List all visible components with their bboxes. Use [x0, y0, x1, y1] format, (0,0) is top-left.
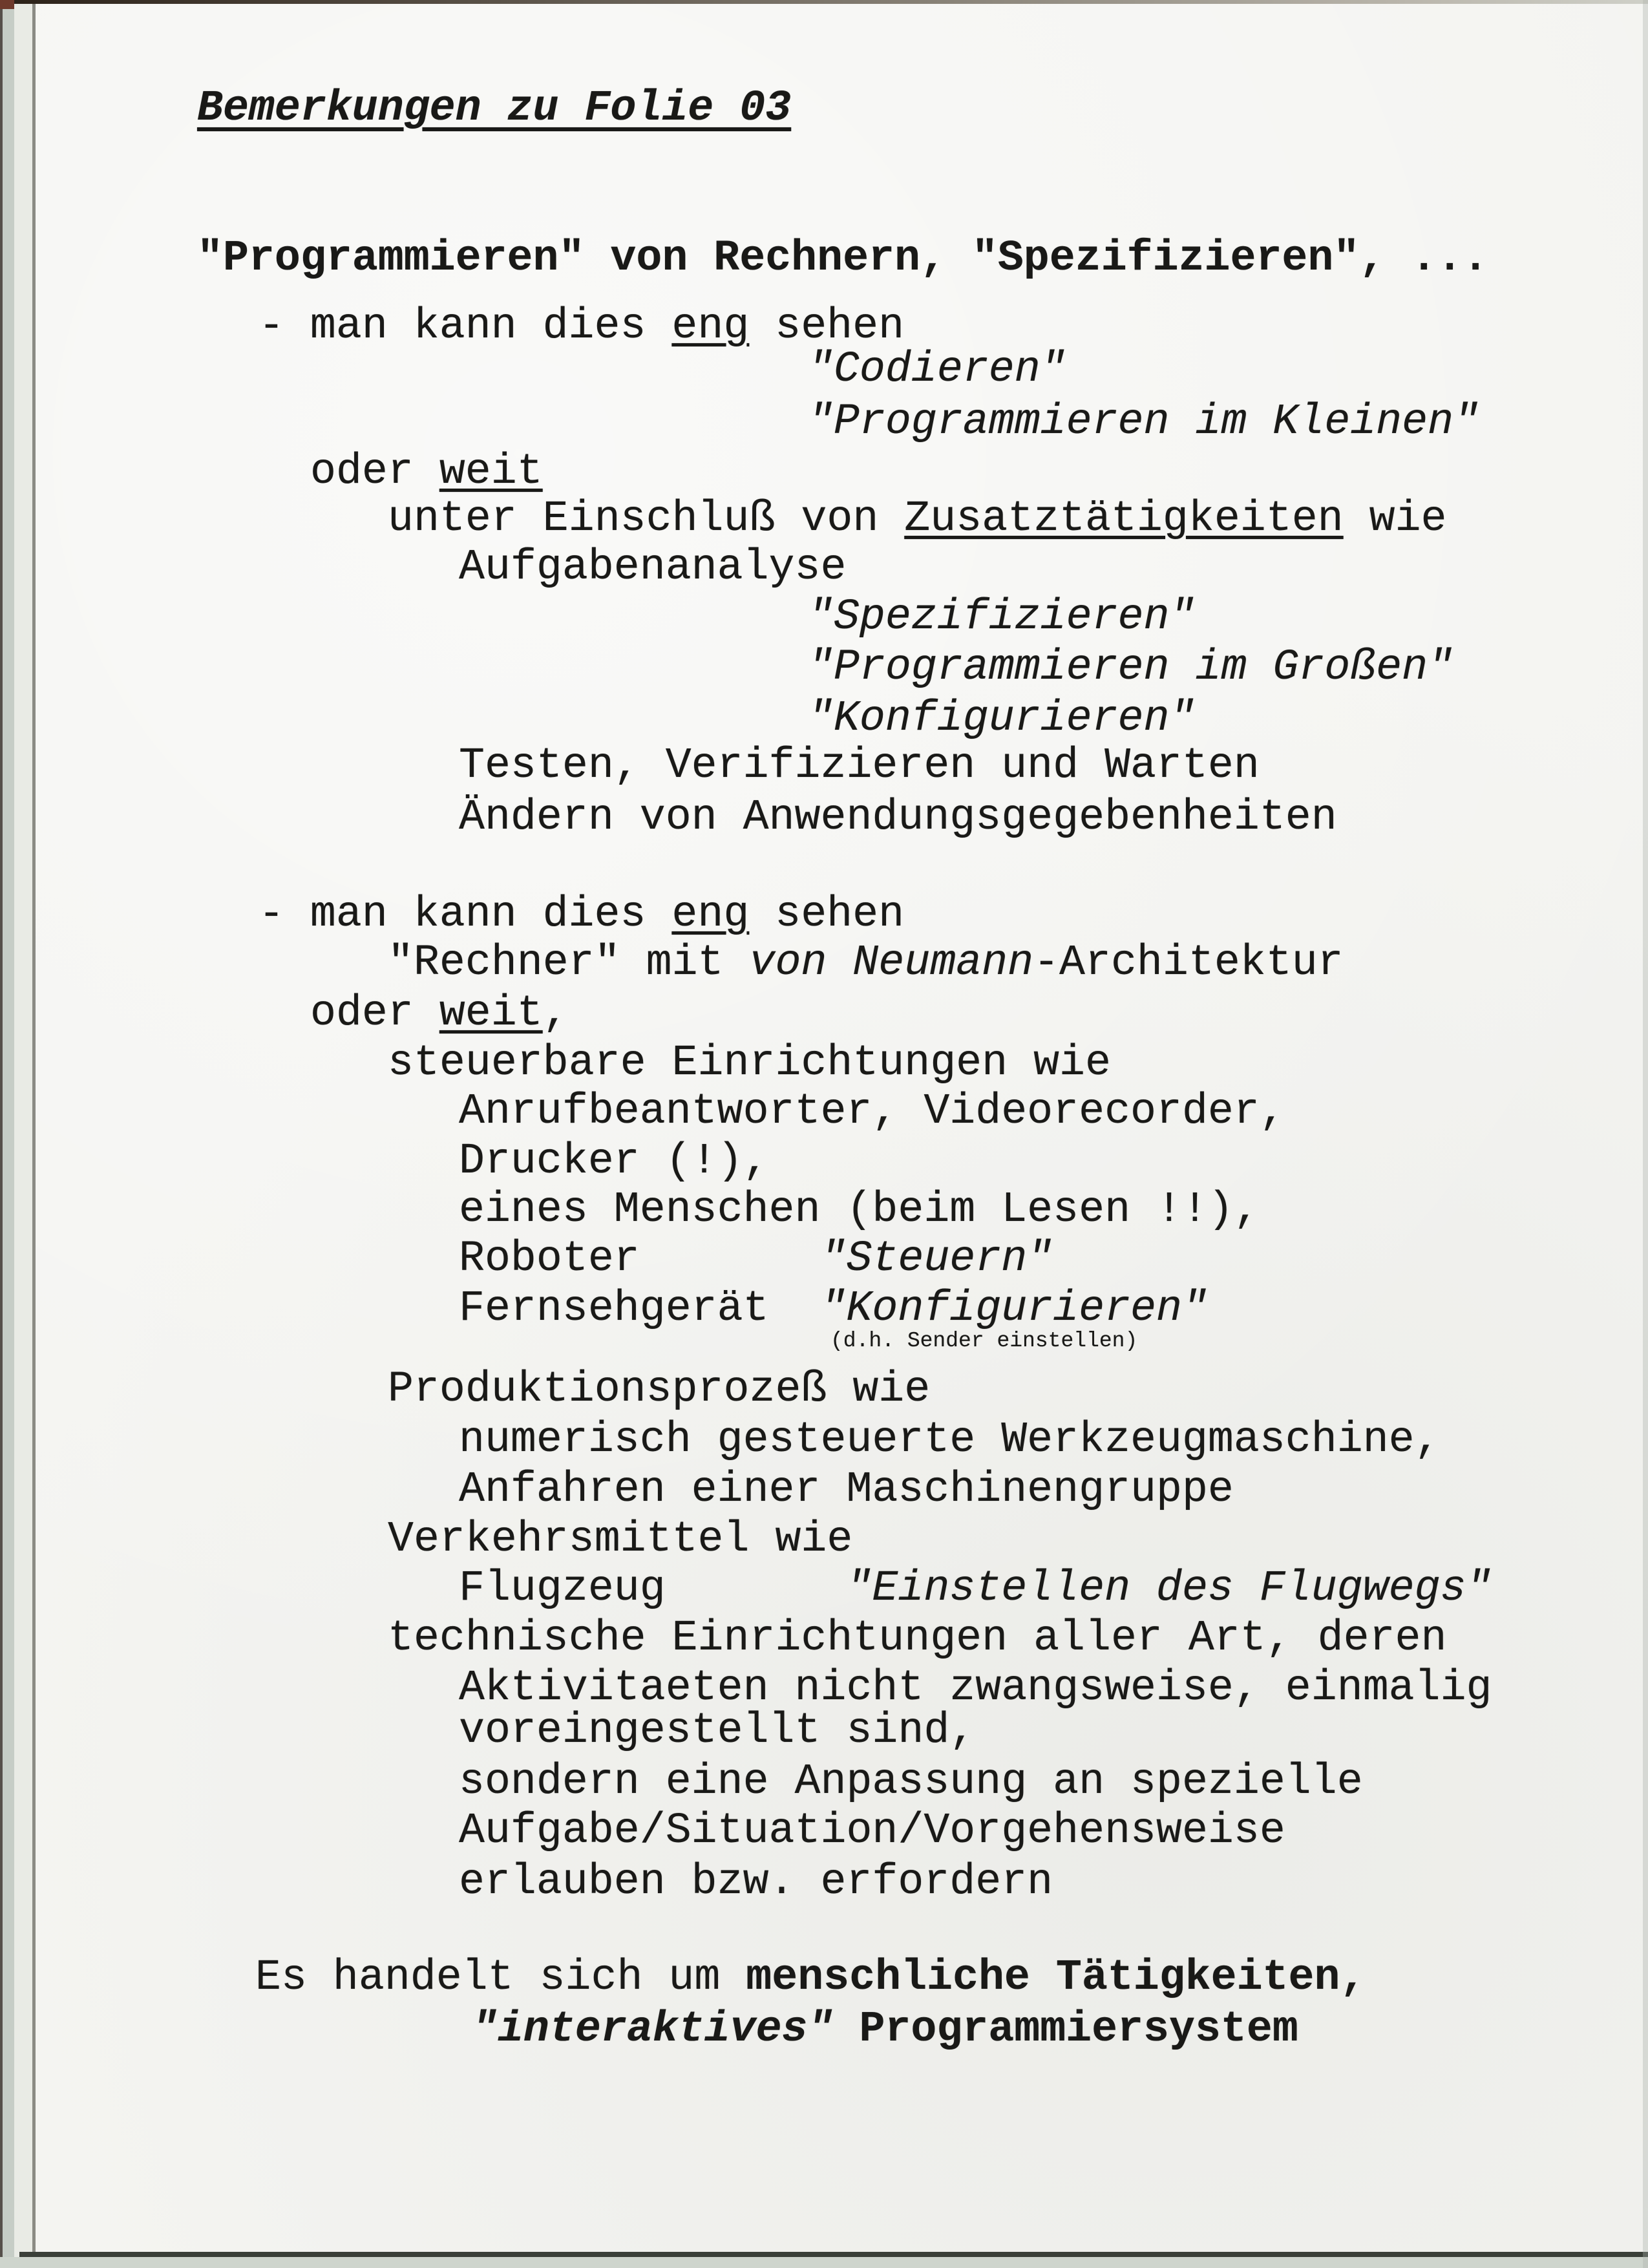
oder-weit-1-seg: oder — [310, 447, 439, 496]
oder-weit-2-seg: oder — [310, 989, 439, 1037]
quote-programmieren-im-kleinen-seg: "Programmieren im Kleinen" — [808, 397, 1480, 446]
oder-weit-1 — [310, 447, 543, 496]
quote-konfigurieren-1 — [808, 694, 1196, 743]
flugzeug-line — [459, 1564, 1492, 1613]
menschen-line — [459, 1185, 1260, 1234]
bullet-eng-2 — [259, 890, 905, 938]
produktionsprozess-line-seg: Produktionsprozeß wie — [388, 1365, 931, 1414]
scanner-edge-left-line — [0, 0, 3, 2268]
verkehrsmittel-line-seg: Verkehrsmittel wie — [388, 1515, 853, 1563]
paper-left-shadow — [32, 0, 36, 2257]
conclusion-line — [255, 1953, 1366, 2002]
quote-spezifizieren — [808, 593, 1196, 641]
oder-weit-2-seg: , — [542, 989, 569, 1037]
interaktives-line-seg: Programmiersystem — [859, 2005, 1298, 2053]
roboter-line — [459, 1235, 1053, 1283]
sender-einstellen-note — [830, 1330, 1137, 1351]
interaktives-line — [472, 2005, 1298, 2053]
oder-weit-2-seg: weit — [439, 989, 543, 1037]
testen-line — [459, 741, 1260, 790]
heading — [197, 234, 1489, 282]
heading-seg: "Programmieren" von Rechnern, "Spezifizieren", ... — [197, 234, 1489, 282]
produktionsprozess-line — [388, 1365, 931, 1414]
aendern-line — [459, 793, 1337, 842]
bullet-eng-1 — [259, 302, 905, 350]
erlauben-line-seg: erlauben bzw. erfordern — [459, 1858, 1053, 1906]
interaktives-line-seg — [833, 2005, 859, 2053]
anrufbeantworter-line-seg: Anrufbeantworter, Videorecorder, — [459, 1087, 1285, 1136]
quote-codieren-seg: "Codieren" — [808, 345, 1066, 394]
bullet-eng-1-seg: - man kann dies — [259, 302, 672, 350]
oder-weit-1-seg: weit — [439, 447, 543, 496]
sondern-line-seg: sondern eine Anpassung an spezielle — [459, 1757, 1363, 1806]
quote-codieren — [808, 345, 1066, 394]
scanner-edge-left-sliver — [14, 0, 32, 2268]
scanner-edge-left-band — [3, 0, 14, 2268]
zusatztaetigkeiten-line — [388, 494, 1447, 543]
voreingestellt-line-seg: voreingestellt sind, — [459, 1706, 976, 1755]
roboter-line-seg: Roboter — [459, 1235, 821, 1283]
aktivitaeten-line — [459, 1664, 1492, 1712]
technische-line-seg: technische Einrichtungen aller Art, deren — [388, 1614, 1447, 1662]
aufgabenanalyse-line — [459, 543, 847, 591]
testen-line-seg: Testen, Verifizieren und Warten — [459, 741, 1260, 790]
flugzeug-line-seg: Flugzeug — [459, 1564, 847, 1613]
technische-line — [388, 1614, 1447, 1662]
aktivitaeten-line-seg: Aktivitaeten nicht zwangsweise, einmalig — [459, 1664, 1492, 1712]
interaktives-line-seg: "interaktives" — [472, 2005, 834, 2053]
oder-weit-2 — [310, 989, 569, 1037]
quote-programmieren-im-grossen — [808, 643, 1454, 692]
bullet-eng-1-seg: sehen — [749, 302, 905, 350]
quote-spezifizieren-seg: "Spezifizieren" — [808, 593, 1196, 641]
erlauben-line — [459, 1858, 1053, 1906]
drucker-line — [459, 1137, 769, 1185]
flugzeug-line-seg: "Einstellen des Flugwegs" — [846, 1564, 1492, 1613]
scanner-edge-right — [1643, 0, 1648, 2268]
bullet-eng-2-seg: - man kann dies — [259, 890, 672, 938]
bullet-eng-1-seg: eng — [671, 302, 750, 350]
page-title — [197, 84, 792, 132]
werkzeugmaschine-line — [459, 1415, 1441, 1464]
maschinengruppe-line-seg: Anfahren einer Maschinengruppe — [459, 1465, 1234, 1514]
aufgabenanalyse-line-seg: Aufgabenanalyse — [459, 543, 847, 591]
conclusion-line-seg: menschliche Tätigkeiten, — [746, 1953, 1366, 2002]
drucker-line-seg: Drucker (!), — [459, 1137, 769, 1185]
sondern-line — [459, 1757, 1363, 1806]
rechner-line-seg: "Rechner" mit — [388, 938, 750, 987]
sender-einstellen-note-seg: (d.h. Sender einstellen) — [830, 1329, 1138, 1353]
quote-konfigurieren-1-seg: "Konfigurieren" — [808, 694, 1196, 743]
quote-programmieren-im-grossen-seg: "Programmieren im Großen" — [808, 643, 1454, 692]
bullet-eng-2-seg: eng — [671, 890, 750, 938]
aufgabe-situation-line-seg: Aufgabe/Situation/Vorgehensweise — [459, 1807, 1285, 1855]
rechner-line — [388, 938, 1344, 987]
conclusion-line-seg: Es handelt sich um — [255, 1953, 746, 2002]
voreingestellt-line — [459, 1706, 976, 1755]
anrufbeantworter-line — [459, 1087, 1285, 1136]
zusatztaetigkeiten-line-seg: wie — [1343, 494, 1447, 543]
zusatztaetigkeiten-line-seg: unter Einschluß von — [388, 494, 905, 543]
menschen-line-seg: eines Menschen (beim Lesen !!), — [459, 1185, 1260, 1234]
scanner-edge-bottom-band — [0, 2257, 1648, 2268]
rechner-line-seg: von Neumann — [749, 938, 1034, 987]
rechner-line-seg: -Architektur — [1033, 938, 1344, 987]
quote-programmieren-im-kleinen — [808, 397, 1480, 446]
aufgabe-situation-line — [459, 1807, 1285, 1855]
paper-bottom-shadow — [19, 2252, 1648, 2257]
steuerbare-line — [388, 1039, 1111, 1087]
roboter-line-seg: "Steuern" — [820, 1235, 1053, 1283]
fernsehgeraet-line-seg: Fernsehgerät — [459, 1284, 821, 1333]
maschinengruppe-line — [459, 1465, 1234, 1514]
werkzeugmaschine-line-seg: numerisch gesteuerte Werkzeugmaschine, — [459, 1415, 1441, 1464]
scanner-edge-top — [0, 0, 1648, 4]
verkehrsmittel-line — [388, 1515, 853, 1563]
steuerbare-line-seg: steuerbare Einrichtungen wie — [388, 1039, 1111, 1087]
aendern-line-seg: Ändern von Anwendungsgegebenheiten — [459, 793, 1337, 842]
page-title-seg: Bemerkungen zu Folie 03 — [197, 84, 792, 132]
bullet-eng-2-seg: sehen — [749, 890, 905, 938]
fernsehgeraet-line — [459, 1284, 1208, 1333]
zusatztaetigkeiten-line-seg: Zusatztätigkeiten — [904, 494, 1344, 543]
fernsehgeraet-line-seg: "Konfigurieren" — [820, 1284, 1208, 1333]
scan-corner-mark — [0, 0, 14, 9]
